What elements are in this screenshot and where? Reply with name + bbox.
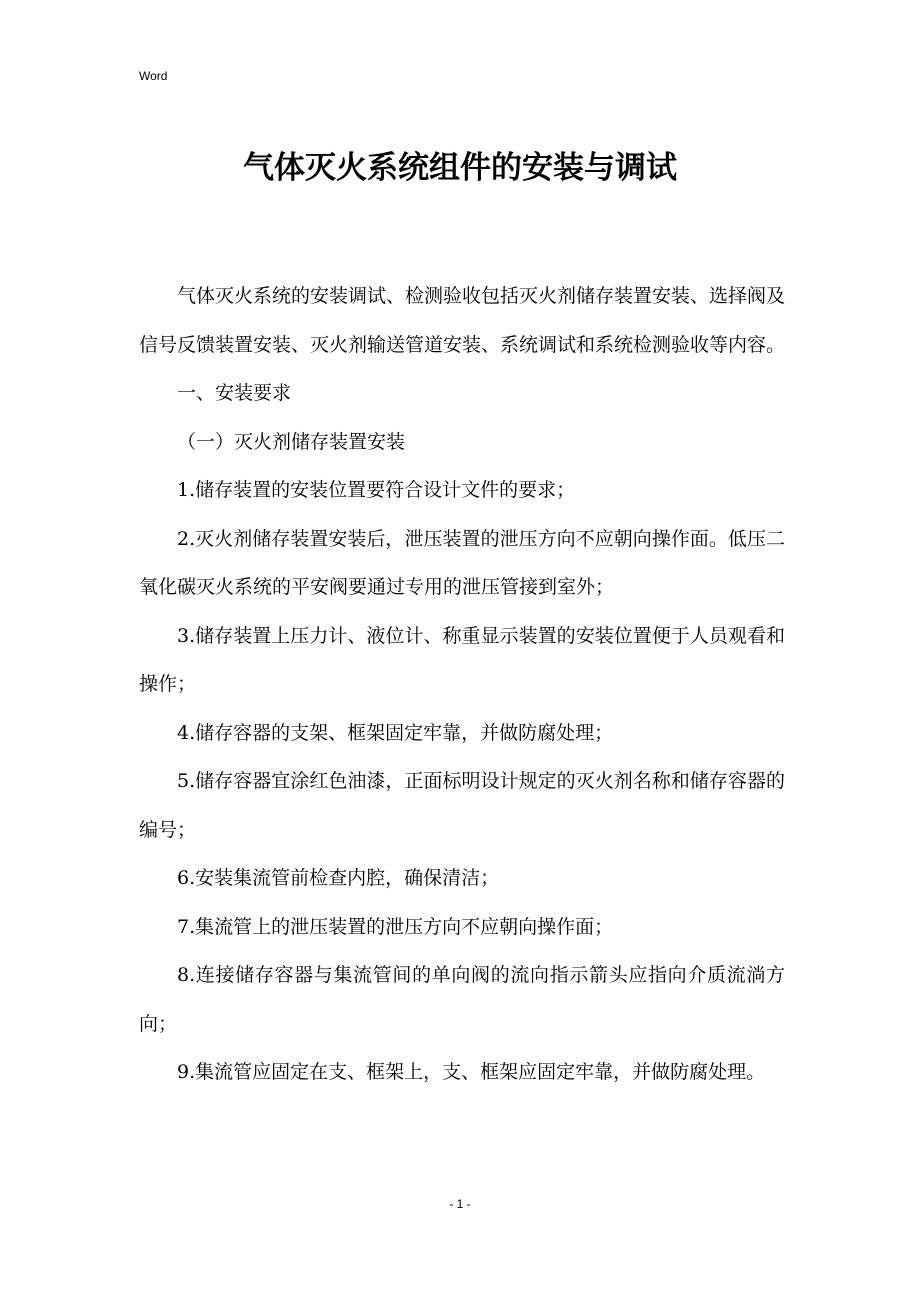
header-label: Word bbox=[139, 69, 168, 83]
list-item-3: 3.储存装置上压力计、液位计、称重显示装置的安装位置便于人员观看和操作； bbox=[139, 624, 785, 695]
list-item-9: 9.集流管应固定在支、框架上，支、框架应固定牢靠，并做防腐处理。 bbox=[177, 1061, 766, 1083]
page-number: - 1 - bbox=[449, 1197, 471, 1211]
subheading-storage-device-installation: （一）灭火剂储存装置安装 bbox=[177, 430, 406, 453]
heading-installation-requirements: 一、安装要求 bbox=[177, 382, 292, 404]
list-item-6: 6.安装集流管前检查内腔，确保清洁； bbox=[177, 867, 500, 889]
list-item-5: 5.储存容器宜涂红色油漆，正面标明设计规定的灭火剂名称和储存容器的编号； bbox=[139, 770, 785, 841]
list-item-1: 1.储存装置的安装位置要符合设计文件的要求； bbox=[177, 479, 576, 501]
document-body bbox=[139, 272, 785, 1097]
list-item-7: 7.集流管上的泄压装置的泄压方向不应朝向操作面； bbox=[177, 915, 614, 938]
list-item-2: 2.灭火剂储存装置安装后，泄压装置的泄压方向不应朝向操作面。低压二氧化碳灭火系统的平安阀要通过专用的泄压管接到室外； bbox=[139, 527, 785, 598]
list-item-4: 4.储存容器的支架、框架固定牢靠，并做防腐处理； bbox=[177, 721, 614, 744]
list-item-8: 8.连接储存容器与集流管间的单向阀的流向指示箭头应指向介质流淌方向； bbox=[139, 964, 785, 1035]
document-title: 气体灭火系统组件的安装与调试 bbox=[243, 150, 677, 186]
paragraph-intro: 气体灭火系统的安装调试、检测验收包括灭火剂储存装置安装、选择阀及信号反馈装置安装、灭火剂输送管道安装、系统调试和系统检测验收等内容。 bbox=[139, 285, 786, 356]
